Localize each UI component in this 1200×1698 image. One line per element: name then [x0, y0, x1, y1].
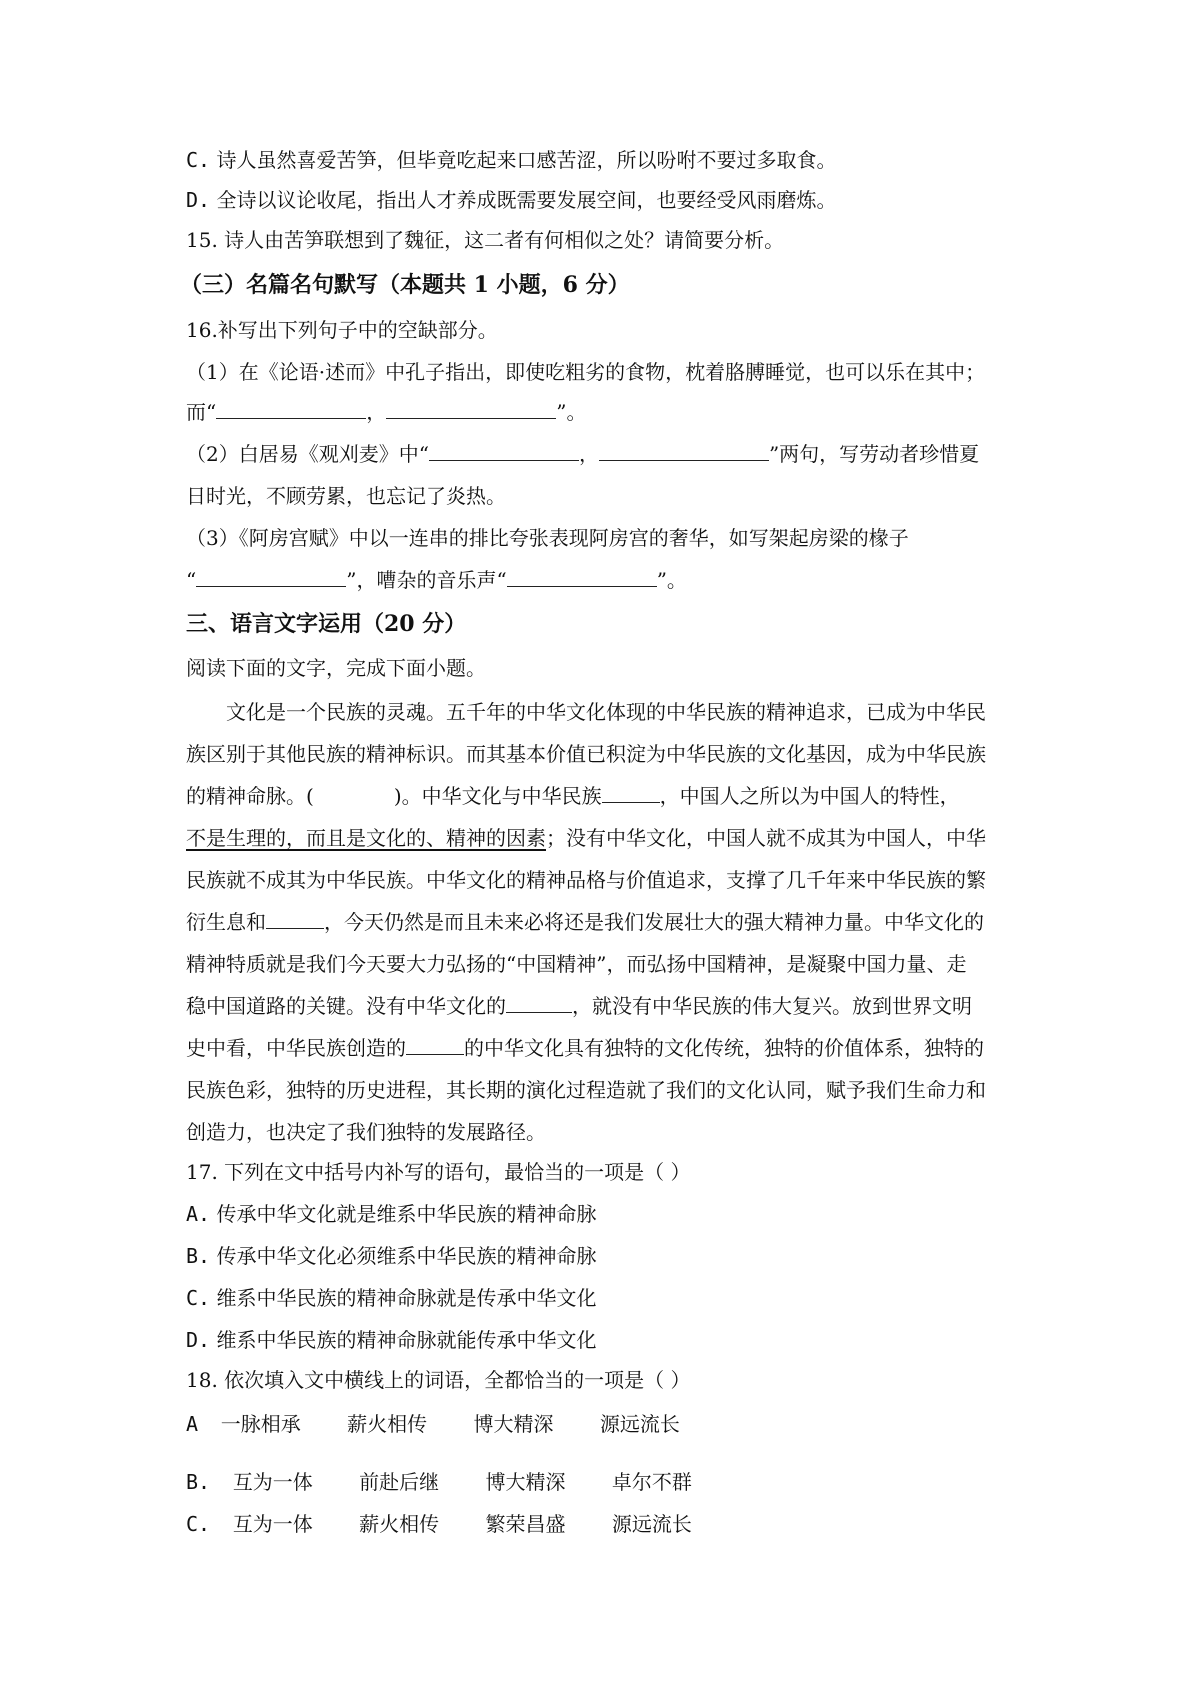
- passage-line: [186, 782, 960, 810]
- option-word: 前赴后继: [359, 1470, 440, 1494]
- option-label: D.: [186, 1328, 211, 1352]
- passage-line: 精神特质就是我们今天要大力弘扬的“中国精神”，而弘扬中国精神，是凝聚中国力量、走: [186, 952, 967, 976]
- text-segment: ，今天仍然是而且未来必将还是我们发展壮大的强大精神力量。中华文化的: [324, 910, 984, 934]
- text-segment: ”两句，写劳动者珍惜夏: [768, 442, 980, 466]
- passage-line: [186, 824, 986, 852]
- passage-line: 民族色彩，独特的历史进程，其长期的演化过程造就了我们的文化认同，赋予我们生命力和: [186, 1078, 986, 1102]
- text-segment: （2）白居易《观刈麦》中“: [186, 442, 429, 466]
- option-word: 薪火相传: [347, 1412, 428, 1436]
- option-word: 源远流长: [599, 1412, 680, 1436]
- reading-instruction: 阅读下面的文字，完成下面小题。: [186, 656, 486, 680]
- text-segment: 衍生息和: [186, 910, 266, 934]
- section-heading: （三）名篇名句默写（本题共 1 小题，6 分）: [180, 272, 630, 298]
- option-text: 维系中华民族的精神命脉就是传承中华文化: [216, 1286, 597, 1310]
- q14-option-d: [186, 186, 836, 214]
- q16-item2-line2: 日时光，不顾劳累，也忘记了炎热。: [186, 484, 506, 508]
- q16-item1-line1: （1）在《论语·述而》中孔子指出，即使吃粗劣的食物，枕着胳膊睡觉，也可以乐在其中；: [186, 360, 986, 384]
- fill-blank[interactable]: [266, 908, 324, 929]
- option-word: 博大精深: [473, 1412, 554, 1436]
- text-segment: ，: [366, 400, 387, 424]
- option-text: 诗人虽然喜爱苦笋，但毕竟吃起来口感苦涩，所以吩咐不要过多取食。: [216, 148, 837, 172]
- option-word: 一脉相承: [220, 1412, 301, 1436]
- option-label: A.: [186, 1202, 211, 1226]
- passage-line: 族区别于其他民族的精神标识。而其基本价值已积淀为中华民族的文化基因，成为中华民族: [186, 742, 986, 766]
- q16-item2-line1: [186, 440, 979, 468]
- fill-blank[interactable]: [599, 440, 769, 461]
- option-text: 传承中华文化就是维系中华民族的精神命脉: [216, 1202, 597, 1226]
- option-label: A: [186, 1412, 199, 1436]
- text-segment: ，就没有中华民族的伟大复兴。放到世界文明: [572, 994, 972, 1018]
- part-heading: 三、语言文字运用（20 分）: [186, 611, 467, 637]
- passage-line: 创造力，也决定了我们独特的发展路径。: [186, 1120, 546, 1144]
- text-segment: ”。: [656, 568, 687, 592]
- q18-option-b[interactable]: [186, 1468, 692, 1496]
- underlined-sentence: 不是生理的，而且是文化的、精神的因素: [186, 826, 546, 850]
- text-segment: ，: [578, 442, 599, 466]
- text-segment: 的中华文化具有独特的文化传统，独特的价值体系，独特的: [464, 1036, 984, 1060]
- option-word: 互为一体: [232, 1512, 313, 1536]
- option-label: C.: [186, 1512, 211, 1536]
- option-text: 全诗以议论收尾，指出人才养成既需要发展空间，也要经受风雨磨炼。: [216, 188, 837, 212]
- text-segment: 的精神命脉。(: [186, 784, 314, 808]
- text-segment: 而“: [186, 400, 217, 424]
- text-segment: “: [186, 568, 197, 592]
- option-text: 维系中华民族的精神命脉就能传承中华文化: [216, 1328, 597, 1352]
- text-segment: ，中国人之所以为中国人的特性，: [659, 784, 960, 808]
- fill-blank[interactable]: [196, 566, 346, 587]
- option-word: 卓尔不群: [611, 1470, 692, 1494]
- q16-item3-line2: [186, 566, 687, 594]
- q16-item1-line2: [186, 398, 586, 426]
- option-word: 薪火相传: [359, 1512, 440, 1536]
- q17-option-d[interactable]: [186, 1326, 596, 1354]
- passage-line: 文化是一个民族的灵魂。五千年的中华文化体现的中华民族的精神追求，已成为中华民: [226, 700, 986, 724]
- q17-stem: 17. 下列在文中括号内补写的语句，最恰当的一项是（ ）: [186, 1160, 691, 1184]
- option-text: 传承中华文化必须维系中华民族的精神命脉: [216, 1244, 597, 1268]
- text-segment: ；没有中华文化，中国人就不成其为中国人，中华: [546, 826, 986, 850]
- text-segment: ”，嘈杂的音乐声“: [346, 568, 507, 592]
- fill-blank[interactable]: [507, 566, 657, 587]
- option-word: 互为一体: [232, 1470, 313, 1494]
- fill-blank[interactable]: [506, 992, 572, 1013]
- text-segment: ”。: [556, 400, 587, 424]
- option-word: 博大精深: [485, 1470, 566, 1494]
- option-label: C.: [186, 148, 211, 172]
- q18-option-a[interactable]: [186, 1410, 680, 1438]
- fill-blank[interactable]: [602, 782, 660, 803]
- passage-line: [186, 992, 972, 1020]
- passage-line: [186, 908, 984, 936]
- option-word: 源远流长: [611, 1512, 692, 1536]
- passage-line: 民族就不成其为中华民族。中华文化的精神品格与价值追求，支撑了几千年来中华民族的繁: [186, 868, 986, 892]
- q15-stem: 15. 诗人由苦笋联想到了魏征，这二者有何相似之处？请简要分析。: [186, 228, 785, 252]
- option-label: C.: [186, 1286, 211, 1310]
- fill-blank[interactable]: [406, 1034, 464, 1055]
- q18-option-c[interactable]: [186, 1510, 692, 1538]
- q14-option-c: [186, 146, 836, 174]
- text-segment: 史中看，中华民族创造的: [186, 1036, 406, 1060]
- q18-stem: 18. 依次填入文中横线上的词语，全都恰当的一项是（ ）: [186, 1368, 691, 1392]
- passage-line: [186, 1034, 984, 1062]
- option-label: B.: [186, 1470, 211, 1494]
- text-segment: )。中华文化与中华民族: [393, 784, 602, 808]
- fill-blank[interactable]: [216, 398, 366, 419]
- option-word: 繁荣昌盛: [485, 1512, 566, 1536]
- q17-option-a[interactable]: [186, 1200, 596, 1228]
- q16-title: 16.补写出下列句子中的空缺部分。: [186, 318, 498, 342]
- fill-blank[interactable]: [429, 440, 579, 461]
- q16-item3-line1: （3）《阿房宫赋》中以一连串的排比夸张表现阿房宫的奢华，如写架起房梁的椽子: [186, 526, 909, 550]
- option-label: B.: [186, 1244, 211, 1268]
- text-segment: 稳中国道路的关键。没有中华文化的: [186, 994, 506, 1018]
- option-label: D.: [186, 188, 211, 212]
- q17-option-b[interactable]: [186, 1242, 596, 1270]
- q17-option-c[interactable]: [186, 1284, 596, 1312]
- fill-blank[interactable]: [386, 398, 556, 419]
